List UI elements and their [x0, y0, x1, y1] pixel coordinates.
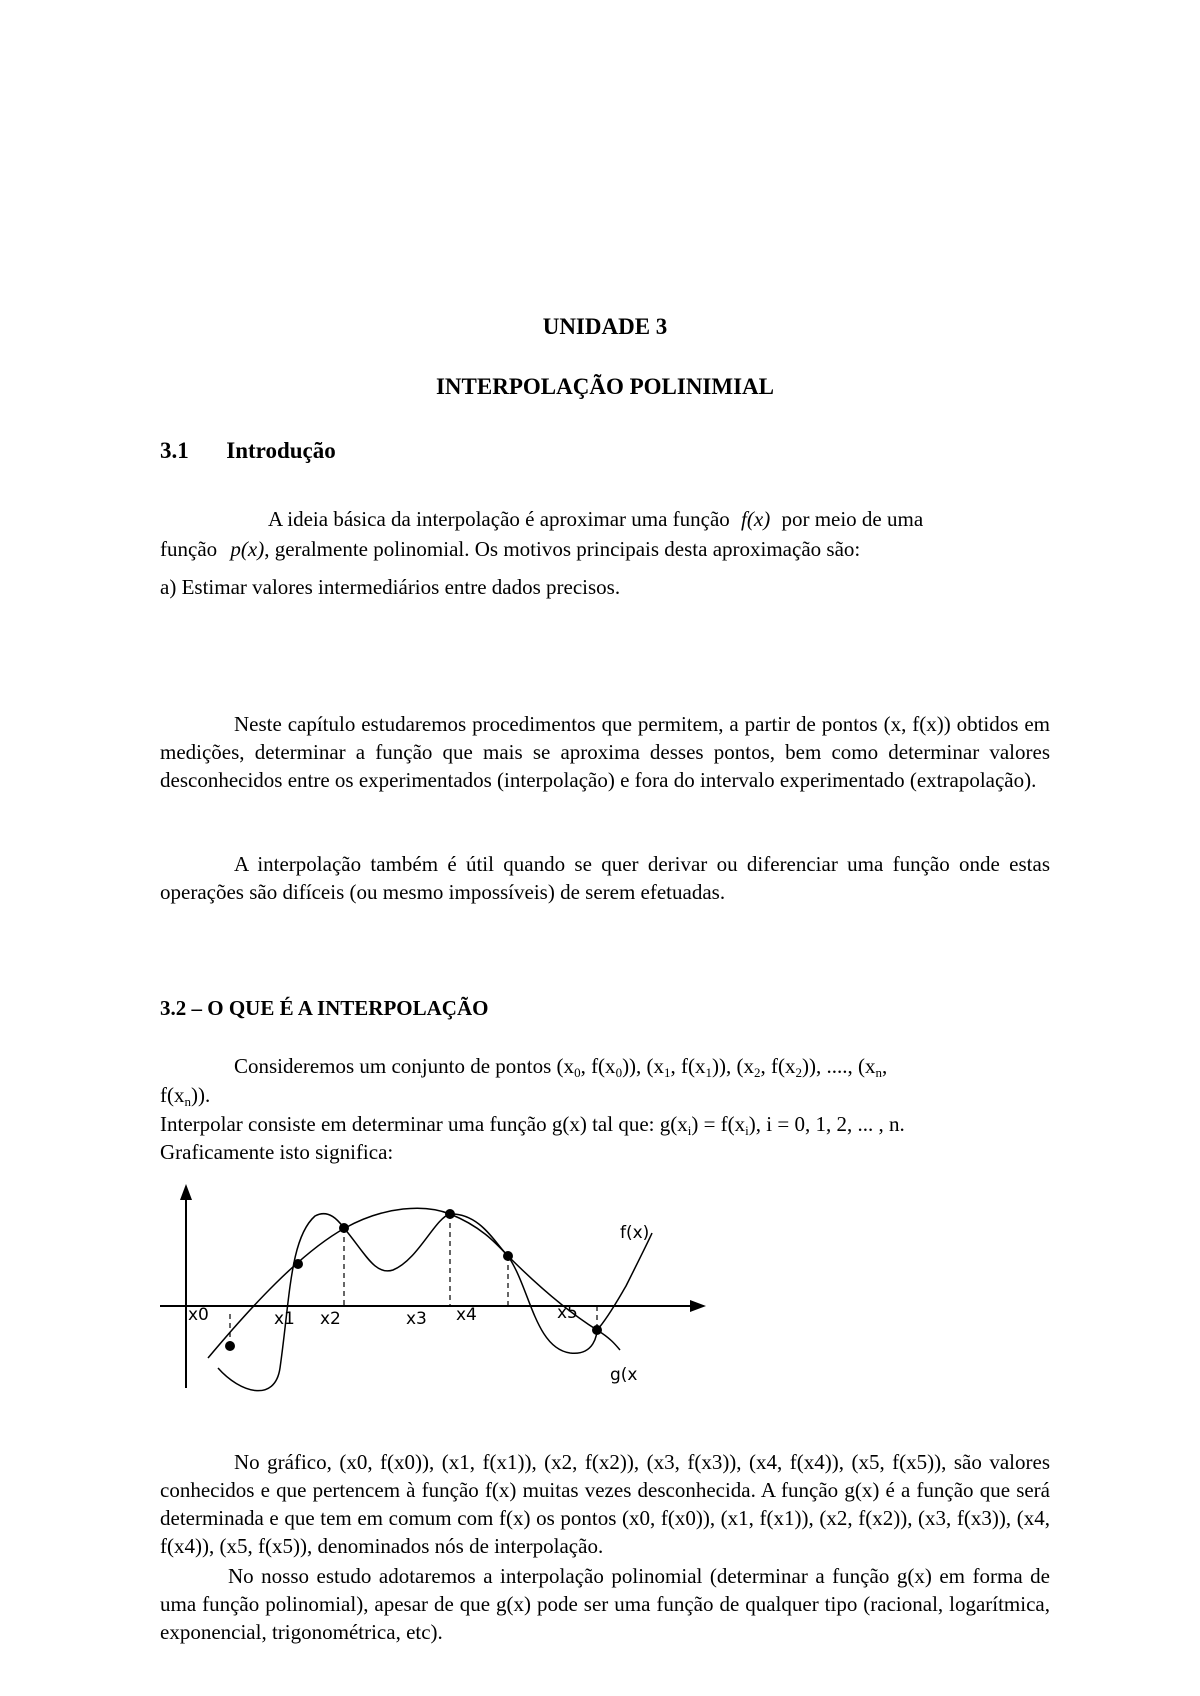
- g-curve: [218, 1214, 652, 1391]
- section-1-heading: [160, 438, 336, 464]
- points-intro: Consideremos um conjunto de pontos ($x_0$, $f(x_0)$), ($x_1$, $f(x_1)$), ($x_2$, $f(x_2)$), ...., ($x_n$,: [234, 1054, 888, 1080]
- interpolation-definition: Interpolar consiste em determinar uma função g(x) tal que: $g(x_i) = f(x_i)$, i = 0, 1, 2, ... , n.: [160, 1112, 905, 1138]
- label-x0: x0: [188, 1305, 209, 1325]
- f-curve: [208, 1208, 620, 1358]
- label-x3: x3: [406, 1309, 427, 1329]
- math-px: p(x): [230, 537, 265, 561]
- intro-paragraph-line-1: A ideia básica da interpolação é aproximar uma função f(x) por meio de uma: [268, 507, 924, 531]
- node-x1: [293, 1259, 303, 1269]
- label-x1: x1: [274, 1309, 295, 1329]
- interpolation-graph: [150, 1178, 720, 1398]
- section-1-title: Introdução: [226, 438, 336, 463]
- math-fx: f(x): [741, 507, 771, 531]
- y-axis-arrow: [180, 1184, 192, 1200]
- label-x2: x2: [320, 1309, 341, 1329]
- node-x0: [225, 1341, 235, 1351]
- intro-paragraph-line-2: função p(x), geralmente polinomial. Os motivos principais desta aproximação são:: [160, 537, 861, 561]
- paragraph-polynomial-study: No nosso estudo adotaremos a interpolação polinomial (determinar a função g(x) em forma de uma função polinomial), apesar de que g(x) pode ser uma função de qualquer tipo (racional, logarítmica, exponencial, trigonométrica, etc).: [160, 1564, 1050, 1644]
- unit-title: UNIDADE 3: [542, 314, 668, 339]
- graph-intro: Graficamente isto significa:: [160, 1140, 394, 1164]
- paragraph-derivatives: A interpolação também é útil quando se quer derivar ou diferenciar uma função onde estas operações são difíceis (ou mesmo impossíveis) de serem efetuadas.: [160, 852, 1050, 904]
- node-x2: [339, 1223, 349, 1233]
- page-title: INTERPOLAÇÃO POLINIMIAL: [435, 374, 774, 399]
- label-x5: x5: [557, 1303, 578, 1323]
- label-f: f(x): [620, 1223, 650, 1243]
- node-x5: [592, 1325, 602, 1335]
- label-x4: x4: [456, 1305, 477, 1325]
- label-g: g(x: [610, 1365, 638, 1385]
- section-1-number: 3.1: [160, 438, 189, 463]
- x-axis-arrow: [690, 1300, 706, 1312]
- section-2-heading: 3.2 – O QUE É A INTERPOLAÇÃO: [160, 996, 489, 1020]
- paragraph-graph-explanation: No gráfico, (x0, f(x0)), (x1, f(x1)), (x2, f(x2)), (x3, f(x3)), (x4, f(x4)), (x5, f(x5)), são valores conhecidos e que pertencem à função f(x) muitas vezes desconhecida. A função g(x) é a função que será determinada e que tem em comum com f(x) os pontos (x0, f(x0)), (x1, f(x1)), (x2, f(x2)), (x3, f(x3)), (x4, f(x4)), (x5, f(x5)), denominados nós de interpolação.: [160, 1450, 1050, 1558]
- paragraph-chapter-scope: Neste capítulo estudaremos procedimentos que permitem, a partir de pontos (x, f(x)) obtidos em medições, determinar a função que mais se aproxima desses pontos, bem como determinar valores desconhecidos entre os experimentados (interpolação) e fora do intervalo experimentado (extrapolação).: [160, 712, 1050, 792]
- node-x4: [503, 1251, 513, 1261]
- list-item-a: a) Estimar valores intermediários entre dados precisos.: [160, 575, 621, 599]
- node-x3: [445, 1209, 455, 1219]
- points-intro-end: $f(x_n)$).: [160, 1083, 211, 1109]
